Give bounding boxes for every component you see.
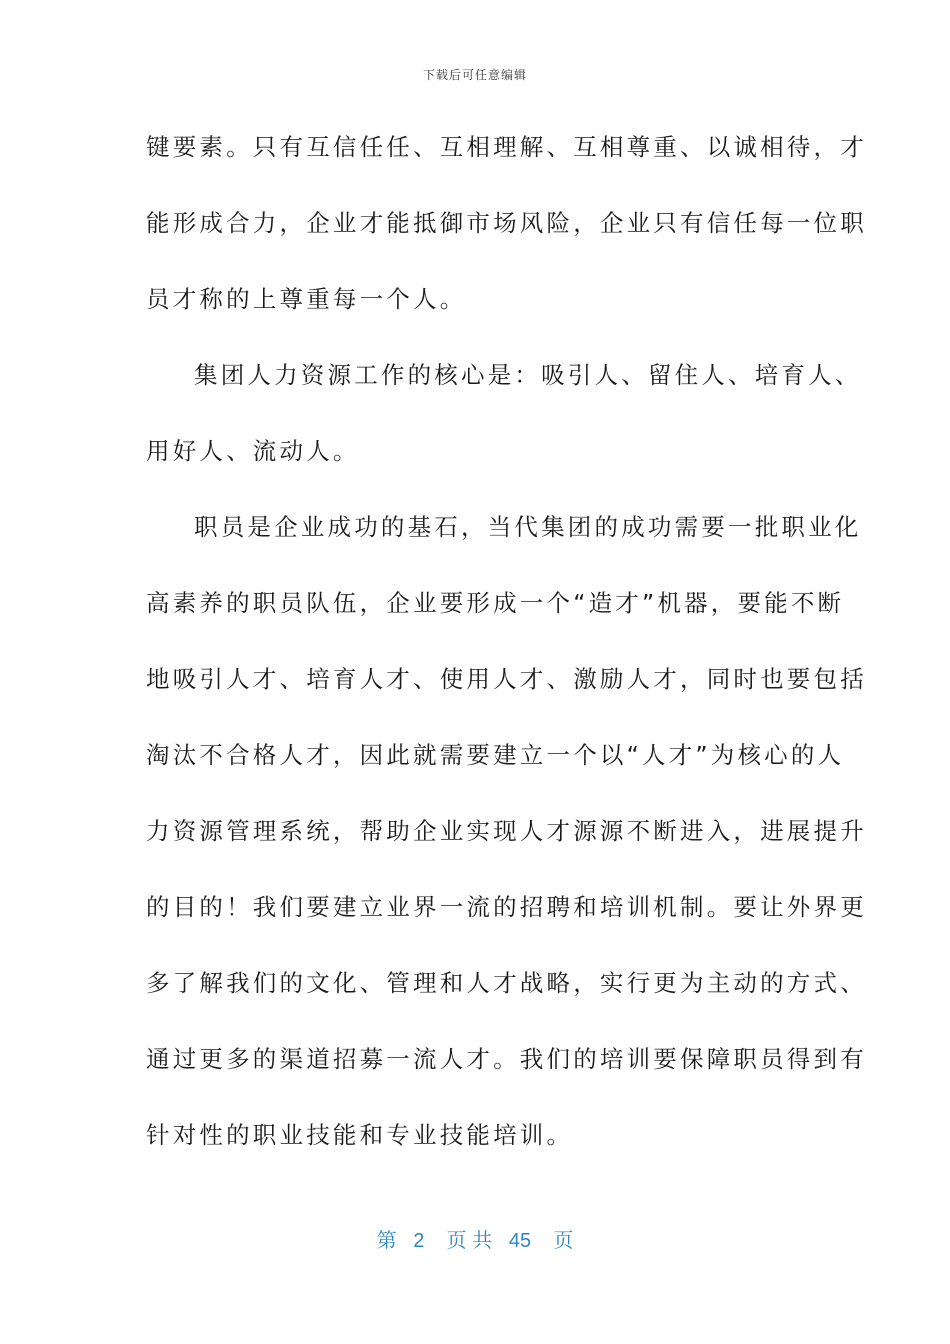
text-line: 多了解我们的文化、管理和人才战略，实行更为主动的方式、 bbox=[146, 969, 867, 997]
text-line: 用好人、流动人。 bbox=[146, 437, 360, 465]
page-footer bbox=[0, 1224, 950, 1253]
text-line: 的目的！我们要建立业界一流的招聘和培训机制。要让外界更 bbox=[146, 893, 867, 921]
text-line: 通过更多的渠道招募一流人才。我们的培训要保障职员得到有 bbox=[146, 1045, 867, 1073]
text-line: 力资源管理系统，帮助企业实现人才源源不断进入，进展提升 bbox=[146, 817, 867, 845]
footer-total-pages: 45 bbox=[508, 1230, 532, 1252]
text-line: 员才称的上尊重每一个人。 bbox=[146, 285, 467, 313]
text-line: 针对性的职业技能和专业技能培训。 bbox=[146, 1121, 574, 1149]
footer-current-page: 2 bbox=[413, 1230, 425, 1252]
text-line: 高素养的职员队伍，企业要形成一个“造才”机器，要能不断 bbox=[146, 589, 845, 617]
footer-middle: 页 共 bbox=[446, 1230, 493, 1252]
text-line: 淘汰不合格人才，因此就需要建立一个以“人才”为核心的人 bbox=[146, 741, 845, 769]
text-line: 键要素。只有互信任任、互相理解、互相尊重、以诚相待，才 bbox=[146, 133, 867, 161]
paragraph-first-line: 职员是企业成功的基石，当代集团的成功需要一批职业化 bbox=[194, 513, 862, 541]
page-header-note: 下载后可任意编辑 bbox=[422, 68, 527, 82]
text-line: 能形成合力，企业才能抵御市场风险，企业只有信任每一位职 bbox=[146, 209, 867, 237]
paragraph-first-line: 集团人力资源工作的核心是：吸引人、留住人、培育人、 bbox=[194, 361, 862, 389]
text-line: 地吸引人才、培育人才、使用人才、激励人才，同时也要包括 bbox=[146, 665, 867, 693]
footer-suffix: 页 bbox=[553, 1230, 574, 1252]
document-body bbox=[146, 123, 867, 1187]
footer-prefix: 第 bbox=[376, 1230, 397, 1252]
